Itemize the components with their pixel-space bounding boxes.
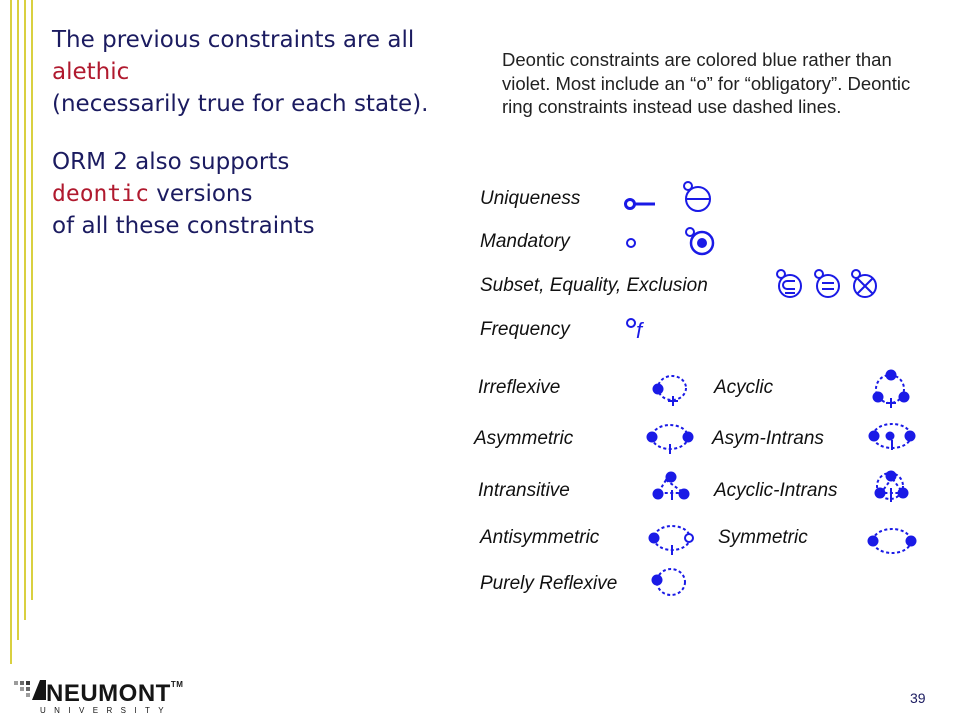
acyclic-intrans-dot-top xyxy=(886,471,897,482)
body-line-6: of all these constraints xyxy=(52,213,315,239)
logo-trademark: TM xyxy=(170,680,184,689)
irreflexive-dot xyxy=(653,384,664,395)
asym-intrans-dot-center xyxy=(886,432,895,441)
purely-reflexive-dot xyxy=(652,575,663,586)
label-symmetric: Symmetric xyxy=(718,527,808,548)
acyclic-dot-top xyxy=(886,370,897,381)
deontic-term: deontic xyxy=(52,181,149,207)
acyclic-intrans-dot-right xyxy=(898,488,909,499)
intransitive-dot-top xyxy=(666,472,677,483)
mandatory-symbol xyxy=(627,239,635,247)
label-antisymmetric: Antisymmetric xyxy=(480,527,600,548)
label-frequency: Frequency xyxy=(480,319,570,340)
alethic-term: alethic xyxy=(52,59,130,85)
page-number: 39 xyxy=(910,690,926,706)
deontic-subset-symbol xyxy=(777,270,801,297)
deontic-equality-symbol xyxy=(815,270,839,297)
body-line-4: ORM 2 also supports xyxy=(52,149,290,175)
logo-word: NEUMONT xyxy=(46,680,171,707)
label-acyclic: Acyclic xyxy=(714,377,774,398)
symmetric-dot-left xyxy=(868,536,879,547)
body-line-1: The previous constraints are all xyxy=(52,27,415,53)
acyclic-dot-right xyxy=(899,392,910,403)
label-purely-reflexive: Purely Reflexive xyxy=(480,573,618,594)
asym-intrans-dot-right xyxy=(905,431,916,442)
deontic-exclusion-symbol xyxy=(852,270,876,297)
label-intransitive: Intransitive xyxy=(478,480,570,501)
label-irreflexive: Irreflexive xyxy=(478,377,561,398)
asymmetric-dot-right xyxy=(683,432,694,443)
label-uniqueness: Uniqueness xyxy=(480,188,581,209)
symmetric-symbol xyxy=(873,529,911,553)
asym-intrans-dot-left xyxy=(869,431,880,442)
uniqueness-symbol xyxy=(626,200,656,209)
label-asymmetric: Asymmetric xyxy=(474,428,574,449)
neumont-logo-mark xyxy=(14,680,46,700)
deontic-note: Deontic constraints are colored blue rather than violet. Most include an “o” for “obligatory”. Deontic ring constraints instead use dashed lines. xyxy=(502,49,911,117)
label-mandatory: Mandatory xyxy=(480,231,570,252)
label-acyclic-intrans: Acyclic-Intrans xyxy=(714,480,838,501)
acyclic-intrans-dot-left xyxy=(875,488,886,499)
frequency-f-letter: f xyxy=(636,318,643,343)
deontic-uniqueness-symbol xyxy=(684,182,710,211)
body-line-3: (necessarily true for each state). xyxy=(52,91,429,117)
intransitive-dot-left xyxy=(653,489,664,500)
deontic-frequency-symbol xyxy=(627,319,635,327)
asymmetric-dot-left xyxy=(647,432,658,443)
neumont-logo xyxy=(46,680,183,708)
deontic-mandatory-symbol xyxy=(686,228,713,254)
antisymmetric-dot xyxy=(649,533,660,544)
intransitive-dot-right xyxy=(679,489,690,500)
label-asym-intrans: Asym-Intrans xyxy=(712,428,824,449)
acyclic-dot-left xyxy=(873,392,884,403)
symmetric-dot-right xyxy=(906,536,917,547)
versions-text: versions xyxy=(148,181,253,207)
logo-university: UNIVERSITY xyxy=(40,706,173,715)
antisymmetric-open-dot xyxy=(685,534,693,542)
label-subset-equality-exclusion: Subset, Equality, Exclusion xyxy=(480,275,708,296)
